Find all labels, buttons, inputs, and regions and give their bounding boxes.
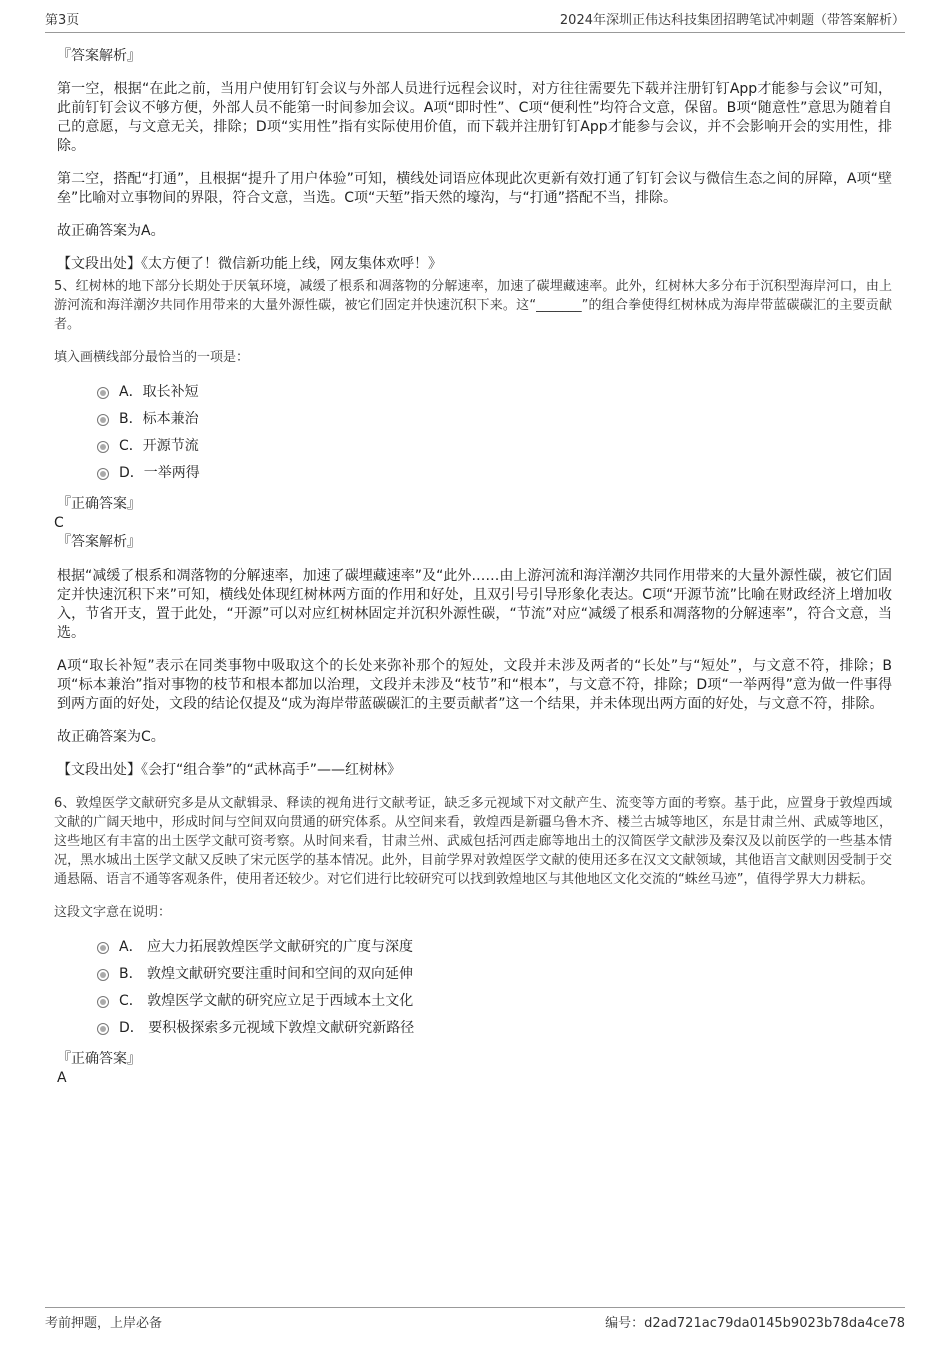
option-d[interactable] — [97, 463, 892, 483]
option-b[interactable] — [97, 409, 892, 429]
option-label: A． 应大力拓展敦煌医学文献研究的广度与深度 — [119, 939, 414, 955]
option-a[interactable] — [97, 382, 892, 402]
radio-icon[interactable] — [97, 1023, 109, 1035]
question-stem: 6、敦煌医学文献研究多是从文献辑录、释读的视角进行文献考证，缺乏多元视域下对文献产生、流变等方面的考察。基于此，应置身于敦煌西域文献的广阔天地中，形成时间与空间双向贯通的研究体系。从空间来看，敦煌西是新疆乌鲁木齐、楼兰古城等地区，东是甘肃兰州、武威等地区，这些地区有丰富的出土医学文献可资考察。从时间来看，甘肃兰州、武威包括河西走廊等地出土的汉简医学文献涉及秦汉及以前医学的一些基本情况，黑水城出土医学文献又反映了宋元医学的基本情况。此外，目前学界对敦煌医学文献的使用还多在汉文文献领域，其他语言文献则因受制于交通悬隔、语言不通等客观条件，使用者还较少。对它们进行比较研究可以找到敦煌地区与其他地区文化交流的“蛛丝马迹”，值得学界大力耕耘。 — [54, 796, 892, 887]
document-title: 2024年深圳正伟达科技集团招聘笔试冲刺题（带答案解析） — [559, 13, 905, 28]
option-b[interactable] — [97, 964, 892, 984]
option-label: C． 敦煌医学文献的研究应立足于西域本土文化 — [119, 993, 414, 1009]
option-list — [57, 382, 892, 483]
source-citation: 【文段出处】《太方便了！微信新功能上线，网友集体欢呼！》 — [57, 256, 442, 272]
correct-answer: C — [54, 515, 64, 531]
option-c[interactable] — [97, 991, 892, 1011]
analysis-paragraph: 根据“减缓了根系和凋落物的分解速率，加速了碳埋藏速率”及“此外……由上游河流和海洋潮汐共同作用带来的大量外源性碳，被它们固定并快速沉积下来”可知，横线处体现红树林两方面的作用和好处，且双引号引导形象化表达。C项“开源节流”比喻在财政经济上增加收入，节省开支，置于此处，“开源”可以对应红树林固定并沉积外源性碳，“节流”对应“减缓了根系和凋落物的分解速率”，符合文意，当选。 — [57, 568, 892, 641]
radio-icon[interactable] — [97, 942, 109, 954]
analysis-heading: 『答案解析』 — [57, 534, 141, 550]
analysis-paragraph: 第一空，根据“在此之前，当用户使用钉钉会议与外部人员进行远程会议时，对方往往需要先下载并注册钉钉App才能参与会议”可知，此前钉钉会议不够方便，外部人员不能第一时间参加会议。A项“即时性”、C项“便利性”均符合文意，保留。B项“随意性”意思为随着自己的意愿，与文意无关，排除；D项“实用性”指有实际使用价值，而下载并注册钉钉App才能参与会议，并不会影响开会的实用性，排除。 — [57, 81, 892, 154]
page-content — [54, 47, 892, 1088]
footer-slogan: 考前押题，上岸必备 — [45, 1316, 163, 1331]
page-number: 第3页 — [45, 13, 80, 28]
radio-icon[interactable] — [97, 441, 109, 453]
correct-answer: A — [57, 1070, 67, 1086]
radio-icon[interactable] — [97, 414, 109, 426]
option-label: D． 要积极探索多元视域下敦煌文献研究新路径 — [119, 1020, 415, 1036]
option-label: A．取长补短 — [119, 384, 199, 400]
page-header — [45, 12, 905, 33]
question-prompt: 这段文字意在说明： — [54, 905, 172, 920]
analysis-heading: 『答案解析』 — [57, 48, 141, 64]
option-label: B． 敦煌文献研究要注重时间和空间的双向延伸 — [119, 966, 414, 982]
radio-icon[interactable] — [97, 468, 109, 480]
radio-icon[interactable] — [97, 969, 109, 981]
radio-icon[interactable] — [97, 996, 109, 1008]
option-c[interactable] — [97, 436, 892, 456]
source-citation: 【文段出处】《会打“组合拳”的“武林高手”——红树林》 — [57, 762, 402, 778]
correct-answer-heading: 『正确答案』 — [57, 496, 141, 512]
option-a[interactable] — [97, 937, 892, 957]
answer-conclusion: 故正确答案为A。 — [57, 223, 165, 239]
radio-icon[interactable] — [97, 387, 109, 399]
answer-conclusion: 故正确答案为C。 — [57, 729, 165, 745]
document-code — [605, 1312, 905, 1336]
question-stem: 5、红树林的地下部分长期处于厌氧环境，减缓了根系和凋落物的分解速率，加速了碳埋藏速率。此外，红树林大多分布于沉积型海岸河口，由上游河流和海洋潮汐共同作用带来的大量外源性碳，被它们固定并快速沉积下来。这“_______”的组合拳使得红树林成为海岸带蓝碳碳汇的主要贡献者。 — [54, 279, 892, 332]
option-label: C．开源节流 — [119, 438, 199, 454]
page-footer — [45, 1307, 905, 1332]
question-prompt: 填入画横线部分最恰当的一项是： — [54, 350, 250, 365]
option-label: D．一举两得 — [119, 465, 200, 481]
code-label: 编号： — [605, 1316, 645, 1331]
option-d[interactable] — [97, 1018, 892, 1038]
code-value: d2ad721ac79da0145b9023b78da4ce78 — [644, 1316, 905, 1331]
analysis-paragraph: A项“取长补短”表示在同类事物中吸取这个的长处来弥补那个的短处，文段并未涉及两者的“长处”与“短处”，与文意不符，排除；B项“标本兼治”指对事物的枝节和根本都加以治理，文段并未涉及“枝节”和“根本”，与文意不符，排除；D项“一举两得”意为做一件事得到两方面的好处，文段的结论仅提及“成为海岸带蓝碳碳汇的主要贡献者”这一个结果，并未体现出两方面的好处，与文意不符，排除。 — [57, 658, 892, 712]
correct-answer-heading: 『正确答案』 — [57, 1051, 141, 1067]
analysis-paragraph: 第二空，搭配“打通”，且根据“提升了用户体验”可知，横线处词语应体现此次更新有效打通了钉钉会议与微信生态之间的屏障，A项“壁垒”比喻对立事物间的界限，符合文意，当选。C项“天堑”指天然的壕沟，与“打通”搭配不当，排除。 — [57, 171, 892, 206]
option-list — [57, 937, 892, 1038]
option-label: B．标本兼治 — [119, 411, 199, 427]
